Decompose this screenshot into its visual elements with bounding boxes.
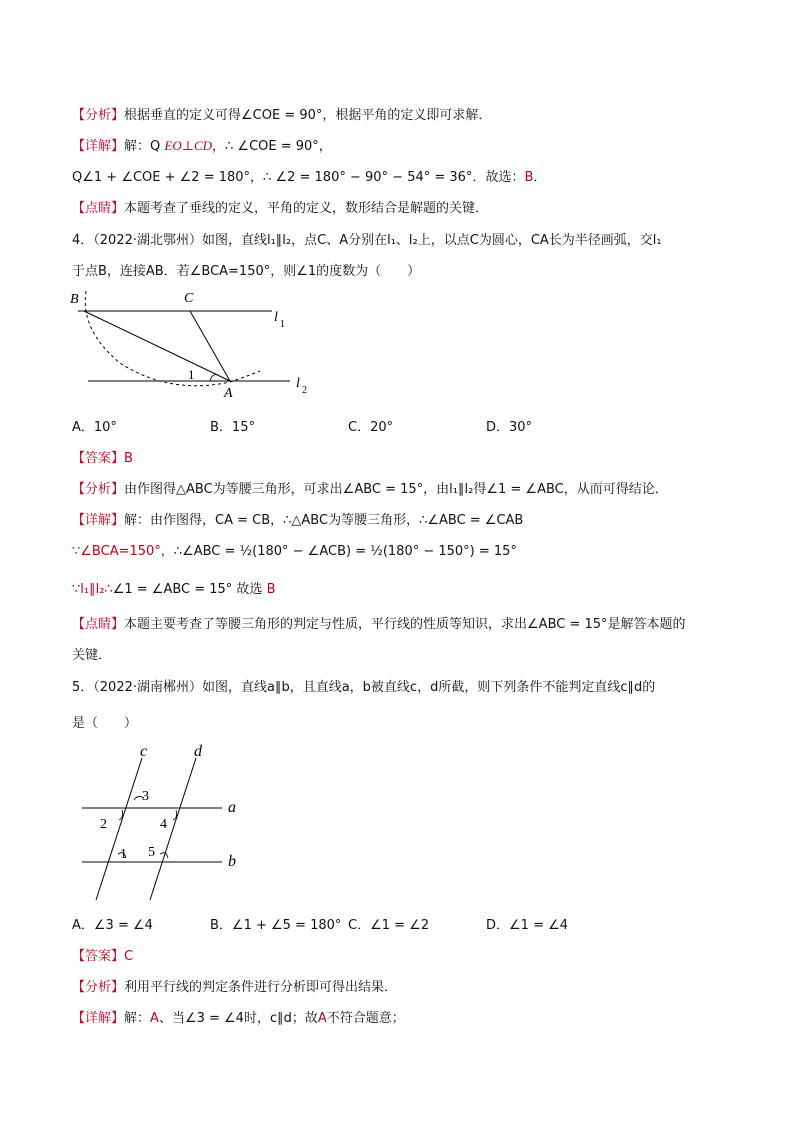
q5-option-a: A．∠3 = ∠4 xyxy=(72,918,153,933)
q5-stem: 5．（2022·湖南郴州）如图，直线a∥b，且直线a，b被直线c，d所截，则下列条件不能判定直线c∥d的 xyxy=(72,680,656,695)
label-angle-1: 1 xyxy=(120,847,127,862)
detail-red-text: A xyxy=(150,1011,159,1026)
detail-text: ∴∠ABC = ½(180° − ∠ACB) = ½(180° − 150°) = 15° xyxy=(173,544,517,559)
detail-red-text: ∵l₁∥l₂∴ xyxy=(72,582,113,597)
detail-text: 解：Q xyxy=(124,139,165,154)
label-a: A xyxy=(224,386,233,401)
q5-answer xyxy=(72,945,133,964)
equation-text: ． xyxy=(533,170,547,185)
detail-text: ，∴ ∠COE = 90°， xyxy=(212,139,332,154)
detail-red-text: EO⊥CD xyxy=(164,138,213,153)
detail-text: 、当∠3 = ∠4时，c∥d；故 xyxy=(158,1011,318,1026)
q5-option-b: B．∠1 + ∠5 = 180° xyxy=(210,918,342,933)
answer-red: B xyxy=(524,170,534,185)
label-angle-5: 5 xyxy=(148,845,155,860)
q3-detail xyxy=(72,135,332,154)
q4-option-c: C．20° xyxy=(348,420,394,435)
detail-tag: 【详解】 xyxy=(72,513,125,528)
label-b: B xyxy=(70,292,79,307)
detail-tag: 【详解】 xyxy=(72,1011,125,1026)
answer-tag: 【答案】 xyxy=(72,949,125,964)
analysis-tag: 【分析】 xyxy=(72,108,125,123)
detail-red-text: ∵∠BCA=150°， xyxy=(72,544,174,559)
detail-text: ∠1 = ∠ABC = 15° 故选 xyxy=(112,582,267,597)
label-l1: l xyxy=(274,310,278,325)
segment-ca xyxy=(190,311,230,381)
arc-dashed xyxy=(85,291,260,386)
line-d xyxy=(150,758,196,900)
label-l2-sub: 2 xyxy=(302,385,307,396)
label-d: d xyxy=(194,743,202,760)
answer-red: B xyxy=(266,582,276,597)
label-angle-3: 3 xyxy=(142,789,149,804)
answer-tag: 【答案】 xyxy=(72,451,125,466)
q4-option-d: D．30° xyxy=(486,420,533,435)
q5-option-c: C．∠1 = ∠2 xyxy=(348,918,430,933)
q4-option-b: B．15° xyxy=(210,420,255,435)
q3-comment xyxy=(72,197,488,216)
answer-value: B xyxy=(124,451,133,466)
q4-figure xyxy=(60,285,330,405)
label-a: a xyxy=(228,799,236,816)
label-angle-1: 1 xyxy=(188,367,195,382)
q4-detail-line3 xyxy=(72,578,276,597)
q4-answer xyxy=(72,447,133,466)
comment-tag: 【点睛】 xyxy=(72,201,125,216)
label-angle-4: 4 xyxy=(160,817,167,832)
label-b: b xyxy=(228,853,236,870)
analysis-tag: 【分析】 xyxy=(72,482,125,497)
label-angle-2: 2 xyxy=(100,817,107,832)
label-l1-sub: 1 xyxy=(280,319,285,330)
q5-option-d: D．∠1 = ∠4 xyxy=(486,918,569,933)
analysis-text: 根据垂直的定义可得∠COE = 90°，根据平角的定义即可求解． xyxy=(124,108,492,123)
q5-stem: 是（ ） xyxy=(72,716,138,731)
q4-comment xyxy=(72,613,686,632)
label-c: c xyxy=(140,743,148,760)
comment-tag: 【点睛】 xyxy=(72,617,125,632)
detail-text: 不符合题意； xyxy=(326,1011,405,1026)
analysis-text: 由作图得△ABC为等腰三角形，可求出∠ABC = 15°，由l₁∥l₂得∠1 = ∠ABC，从而可得结论． xyxy=(124,482,668,497)
detail-red-text: A xyxy=(317,1011,327,1026)
q5-detail xyxy=(72,1007,405,1026)
label-l2: l xyxy=(296,376,300,391)
equation-text: Q∠1 + ∠COE + ∠2 = 180°，∴ ∠2 = 180° − 90° − 54° = 36°．故选： xyxy=(72,170,525,185)
q4-detail-line2 xyxy=(72,540,517,559)
q4-analysis xyxy=(72,478,668,497)
comment-text: 本题考查了垂线的定义，平角的定义，数形结合是解题的关键． xyxy=(124,201,489,216)
detail-tag: 【详解】 xyxy=(72,139,125,154)
detail-text: 解： xyxy=(124,1011,151,1026)
segment-ab xyxy=(84,311,230,381)
analysis-text: 利用平行线的判定条件进行分析即可得出结果． xyxy=(124,980,398,995)
angle-1-arc xyxy=(210,375,218,381)
q5-analysis xyxy=(72,976,397,995)
q3-equation xyxy=(72,166,546,185)
q4-detail xyxy=(72,509,523,528)
analysis-tag: 【分析】 xyxy=(72,980,125,995)
comment-text: 本题主要考查了等腰三角形的判定与性质，平行线的性质等知识，求出∠ABC = 15°是解答本题的 xyxy=(124,617,686,632)
answer-value: C xyxy=(124,949,134,964)
q4-stem: 4．（2022·湖北鄂州）如图，直线l₁∥l₂，点C、A分别在l₁、l₂上，以点C为圆心，CA长为半径画弧，交l₁ xyxy=(72,233,662,248)
q4-comment-2: 关键． xyxy=(72,648,112,663)
q3-analysis xyxy=(72,104,491,123)
q5-figure xyxy=(74,740,254,905)
detail-text: 解：由作图得，CA = CB，∴△ABC为等腰三角形，∴∠ABC = ∠CAB xyxy=(124,513,524,528)
q4-option-a: A．10° xyxy=(72,420,117,435)
label-c: C xyxy=(184,291,194,306)
q4-stem: 于点B，连接AB．若∠BCA=150°，则∠1的度数为（ ） xyxy=(72,264,421,279)
